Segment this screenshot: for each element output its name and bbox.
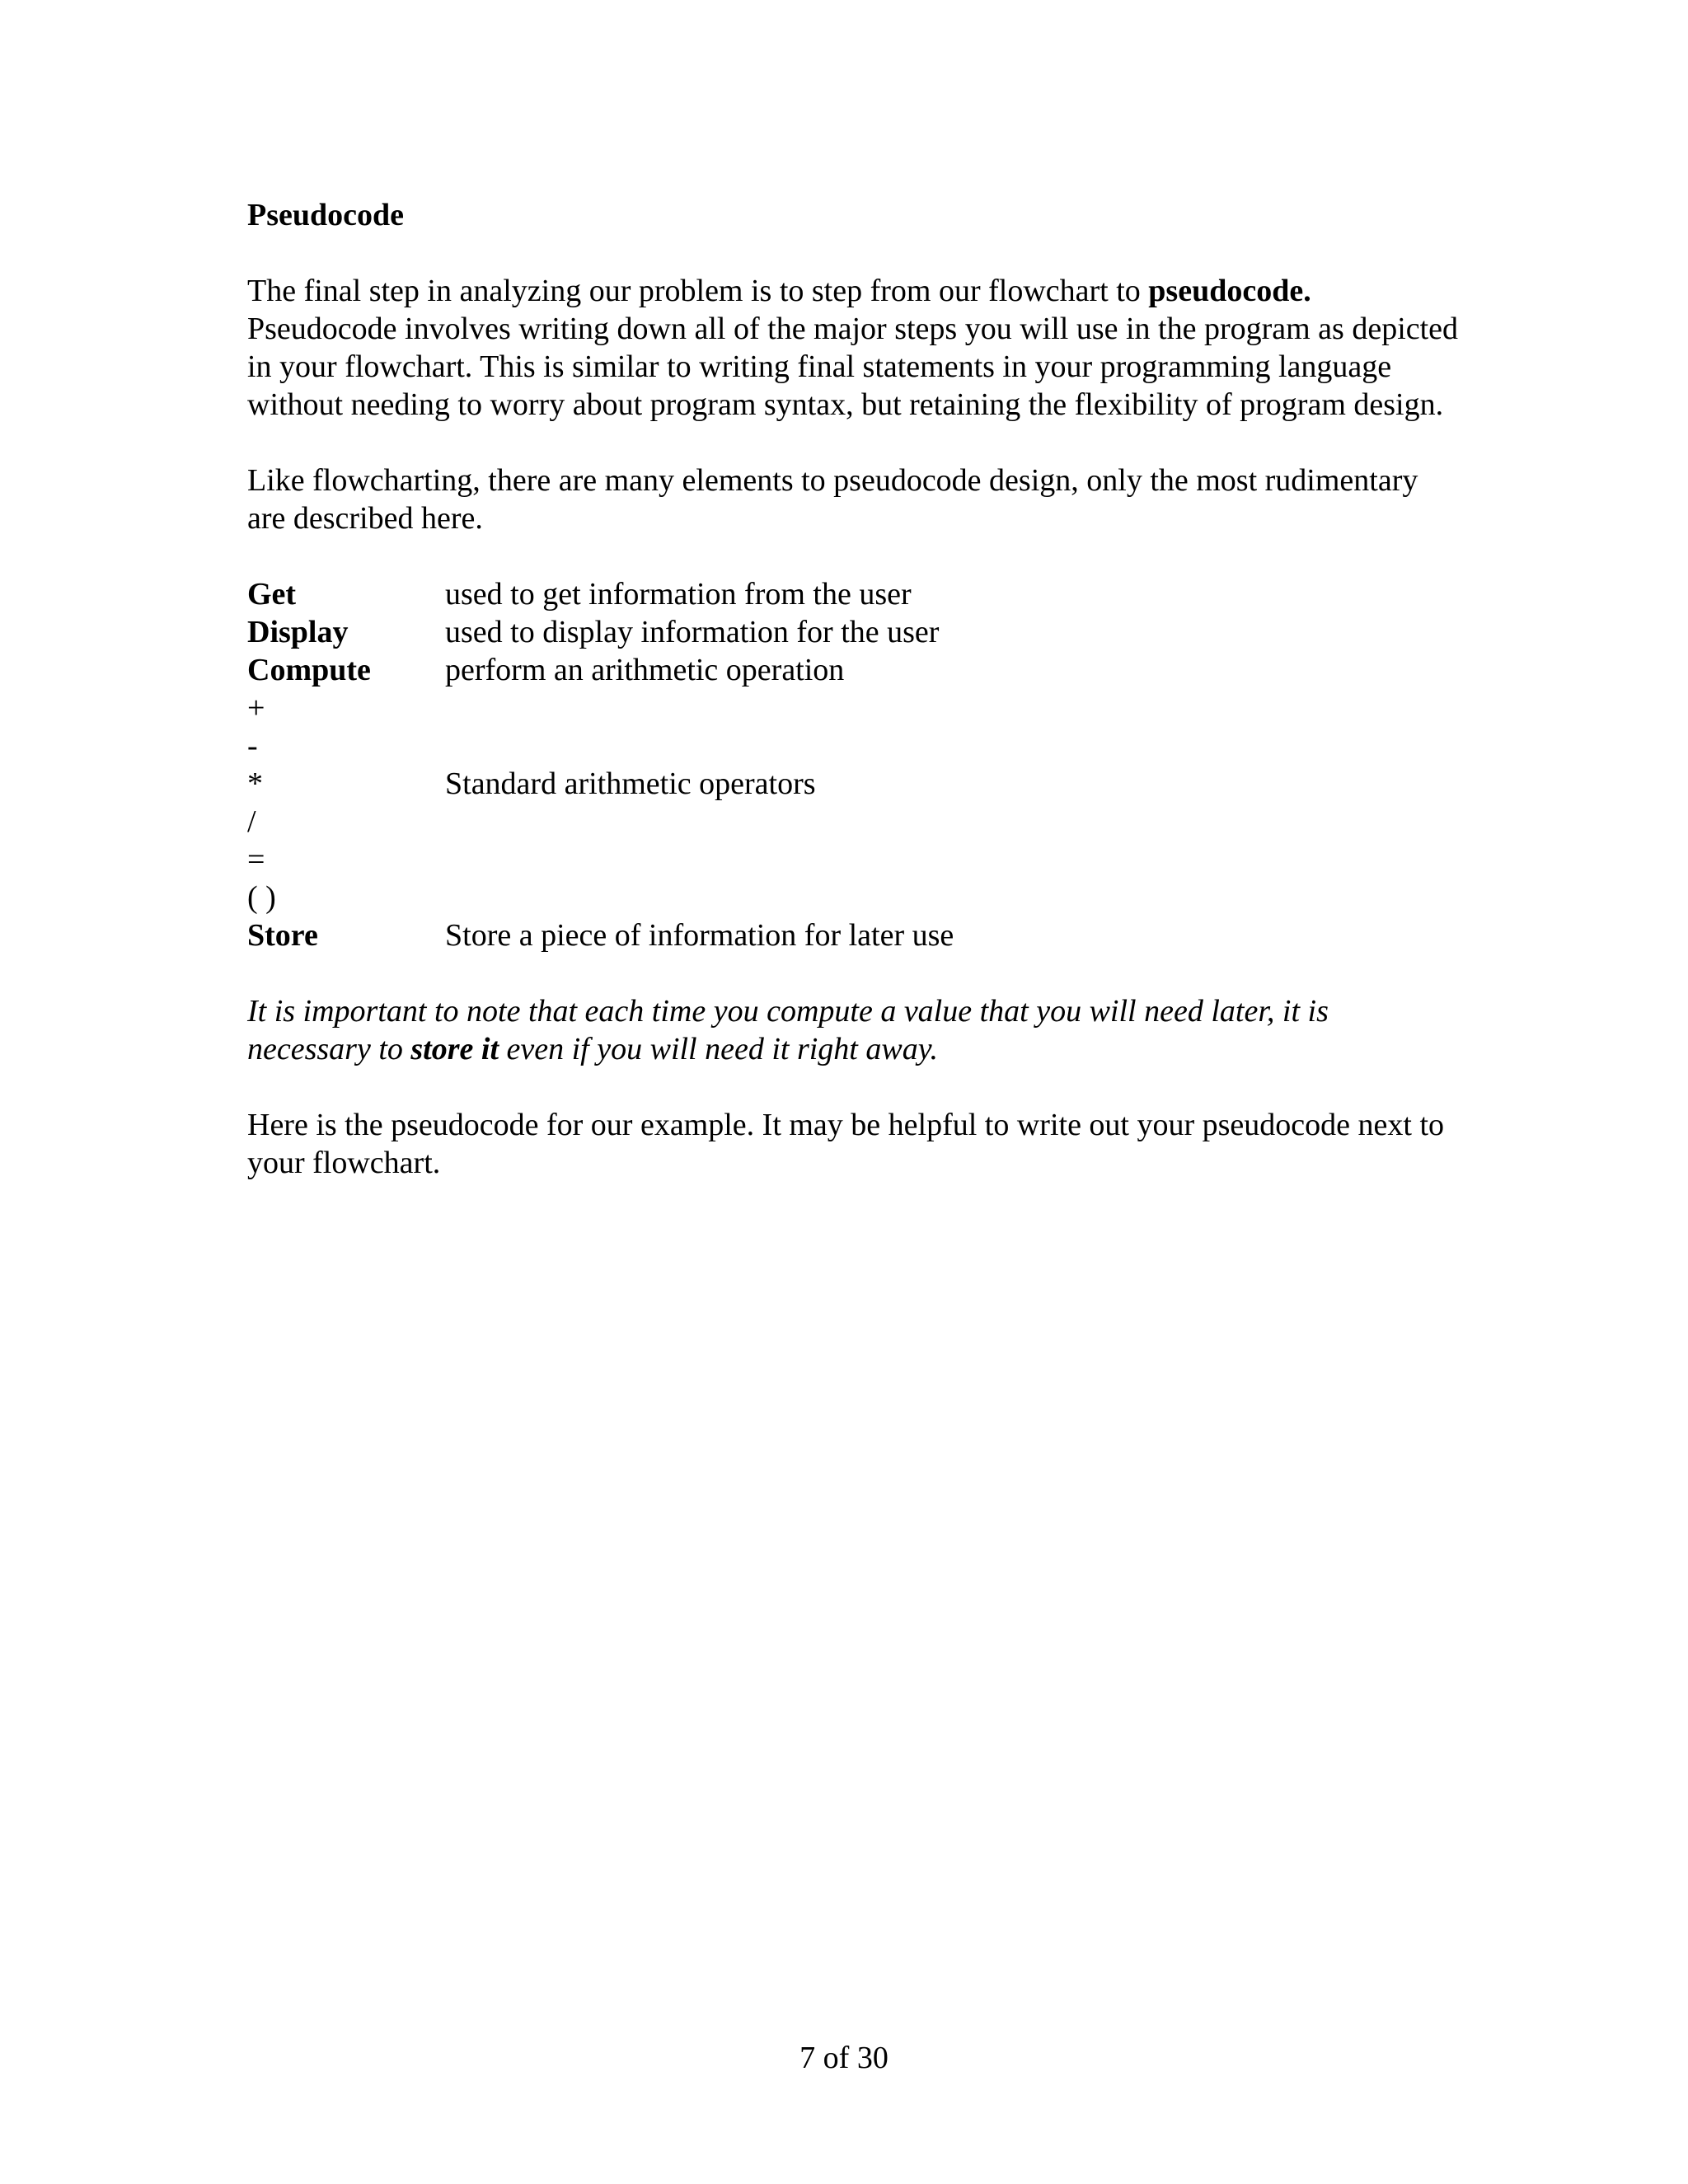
term-description: used to get information from the user [445, 577, 912, 612]
term-name: Display [247, 615, 349, 649]
term-row [247, 613, 1459, 651]
term-row [247, 916, 1459, 954]
term-name: Get [247, 577, 297, 612]
term-description: used to display information for the user [445, 615, 940, 649]
term-row [247, 689, 1459, 727]
page-number: 7 of 30 [799, 2041, 889, 2075]
term-row [247, 727, 1459, 765]
example-paragraph: Here is the pseudocode for our example. It may be helpful to write out your pseudocode next to your flowchart. [247, 1108, 1445, 1180]
term-description [445, 727, 1459, 765]
operator-symbol: = [247, 842, 265, 877]
pseudocode-terms-list [247, 575, 1459, 954]
term-row [247, 765, 1459, 803]
operator-symbol: + [247, 691, 265, 725]
term-row [247, 841, 1459, 879]
note-text-start: It is important to note that each time you compute a value that you will need later, it is necessary to [247, 994, 1329, 1066]
term-description [445, 841, 1459, 879]
operator-symbol: ( ) [247, 880, 276, 915]
term-row [247, 651, 1459, 689]
note-emphasis: store it [410, 1032, 499, 1066]
intro-text-end: Pseudocode involves writing down all of the major steps you will use in the program as depicted in your flowchart. This is similar to writing final statements in your programming language without needing to worry about program syntax, but retaining the flexibility of program design. [247, 312, 1459, 422]
term-name: Store [247, 918, 318, 953]
section-heading: Pseudocode [247, 198, 404, 232]
term-description: Store a piece of information for later use [445, 918, 954, 953]
term-row [247, 803, 1459, 841]
term-description [445, 689, 1459, 727]
operator-symbol: / [247, 804, 256, 839]
important-note [247, 992, 1459, 1068]
elements-paragraph: Like flowcharting, there are many elements to pseudocode design, only the most rudimentary are described here. [247, 463, 1418, 536]
intro-text-start: The final step in analyzing our problem is to step from our flowchart to [247, 274, 1149, 308]
term-description: Standard arithmetic operators [445, 766, 816, 801]
operator-symbol: - [247, 729, 258, 763]
term-row [247, 879, 1459, 916]
term-row [247, 575, 1459, 613]
term-description [445, 879, 1459, 916]
term-description [445, 803, 1459, 841]
operator-symbol: * [247, 766, 263, 801]
term-description: perform an arithmetic operation [445, 653, 845, 687]
intro-paragraph [247, 272, 1459, 424]
intro-keyword: pseudocode. [1148, 274, 1311, 308]
term-name: Compute [247, 653, 371, 687]
note-text-end: even if you will need it right away. [499, 1032, 938, 1066]
page-content [247, 196, 1459, 1220]
